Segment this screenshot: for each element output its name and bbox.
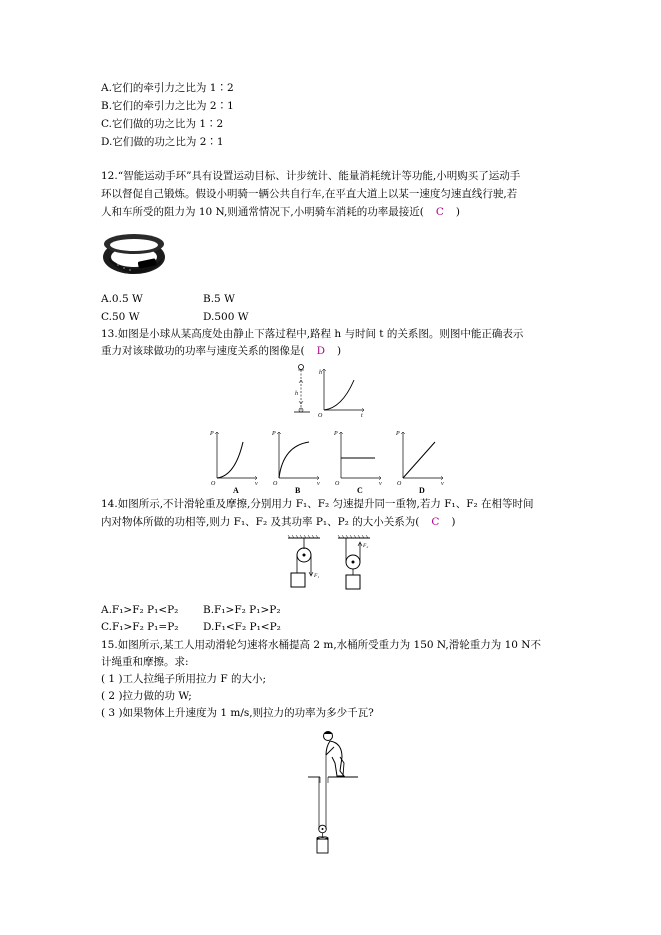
- graph-d-v-label: v: [441, 481, 444, 487]
- p-v-graphs: [205, 424, 445, 496]
- q12-option-d: D.500 W: [203, 311, 249, 323]
- graph-b: [271, 431, 320, 495]
- q13-stem-line1: 13.如图是小球从某高度处由静止下落过程中,路程 h 与时间 t 的关系图。则图中能正确表示: [101, 328, 524, 340]
- graph-c-p-label: P: [334, 431, 338, 437]
- graph-d-label: D: [419, 486, 425, 495]
- pulley-systems-figure: [284, 535, 384, 595]
- q13-answer: D: [316, 345, 326, 357]
- ht-t-label: t: [361, 413, 363, 418]
- q12-option-a: A.0.5 W: [101, 293, 143, 305]
- graph-c-o-label: O: [335, 481, 340, 487]
- q15-stem-line1: 15.如图所示,某工人用动滑轮匀速将水桶提高 2 m,水桶所受重力为 150 N,滑轮重力为 10 N不: [101, 639, 541, 651]
- movable-pulley: [338, 535, 370, 589]
- q15-stem-line2: 计绳重和摩擦。求:: [101, 656, 189, 668]
- q14-stem-text: 内对物体所做的功相等,则力 F₁、F₂ 及其功率 P₁、P₂ 的大小关系为(: [101, 516, 420, 528]
- graph-a-o-label: O: [211, 481, 216, 487]
- q14-close-paren: ): [451, 516, 456, 528]
- graph-a-p-label: P: [210, 431, 214, 437]
- q14-option-b: B.F₁>F₂ P₁>P₂: [203, 604, 281, 616]
- q12-stem-line2: 环以督促自己锻炼。假设小明骑一辆公共自行车,在平直大道上以某一速度匀速直线行驶,若: [101, 188, 518, 200]
- fixed-pulley: [288, 535, 320, 587]
- q14-stem-line2: [101, 515, 455, 529]
- q15-subquestion-1: ( 1 )工人拉绳子所用拉力 F 的大小;: [101, 673, 267, 685]
- graph-a: [209, 431, 258, 495]
- q11-option-d: D.它们做的功之比为 2∶1: [101, 136, 224, 148]
- q12-answer: C: [435, 206, 444, 218]
- q15-subquestion-3: ( 3 )如果物体上升速度为 1 m/s,则拉力的功率为多少千瓦?: [101, 707, 374, 719]
- q12-option-c: C.50 W: [101, 311, 140, 323]
- q14-option-a: A.F₁>F₂ P₁<P₂: [101, 604, 179, 616]
- q13-stem-line2: [101, 344, 341, 358]
- graph-d-p-label: P: [396, 431, 400, 437]
- q14-option-d: D.F₁<F₂ P₁<P₂: [203, 621, 281, 633]
- q14-option-c: C.F₁>F₂ P₁=P₂: [101, 621, 179, 633]
- q12-stem-text: 人和车所受的阻力为 10 N,则通常情况下,小明骑车消耗的功率最接近(: [101, 206, 424, 218]
- q14-answer: C: [431, 516, 440, 528]
- worker-pulley-figure: [304, 727, 362, 855]
- f1-label: F₁: [314, 573, 320, 579]
- graph-c-v-label: v: [379, 481, 382, 487]
- graph-c-label: C: [357, 486, 363, 495]
- falling-h-label: h: [295, 391, 298, 397]
- q15-subquestion-2: ( 2 )拉力做的功 W;: [101, 690, 192, 702]
- q11-option-b: B.它们的牵引力之比为 2∶1: [101, 100, 234, 112]
- q12-stem-line3: [101, 205, 460, 219]
- q11-option-c: C.它们做的功之比为 1∶2: [101, 118, 224, 130]
- ht-h-label: h: [319, 370, 322, 376]
- q12-option-b: B.5 W: [203, 293, 235, 305]
- graph-d-o-label: O: [397, 481, 402, 487]
- graph-b-label: B: [295, 486, 301, 495]
- q12-close-paren: ): [455, 206, 460, 218]
- q12-stem-line1: 12.“智能运动手环”具有设置运动目标、计步统计、能量消耗统计等功能,小明购买了运动手: [101, 170, 521, 182]
- fitness-band-image: [100, 224, 168, 282]
- graph-d: [395, 431, 444, 495]
- graph-a-v-label: v: [255, 481, 258, 487]
- graph-b-o-label: O: [273, 481, 278, 487]
- q14-stem-line1: 14.如图所示,不计滑轮重及摩擦,分别用力 F₁、F₂ 匀速提升同一重物,若力 F₁、F₂ 在相等时间: [101, 498, 534, 510]
- ht-origin-label: O: [318, 413, 323, 418]
- q11-option-a: A.它们的牵引力之比为 1∶2: [101, 82, 234, 94]
- h-t-graph: [318, 366, 368, 418]
- graph-a-label: A: [233, 486, 239, 495]
- graph-b-p-label: P: [272, 431, 276, 437]
- q13-stem-text: 重力对该球做功的功率与速度关系的图像是(: [101, 345, 305, 357]
- graph-b-v-label: v: [317, 481, 320, 487]
- q13-close-paren: ): [337, 345, 342, 357]
- graph-c: [333, 431, 382, 495]
- f2-label: F₂: [363, 543, 369, 549]
